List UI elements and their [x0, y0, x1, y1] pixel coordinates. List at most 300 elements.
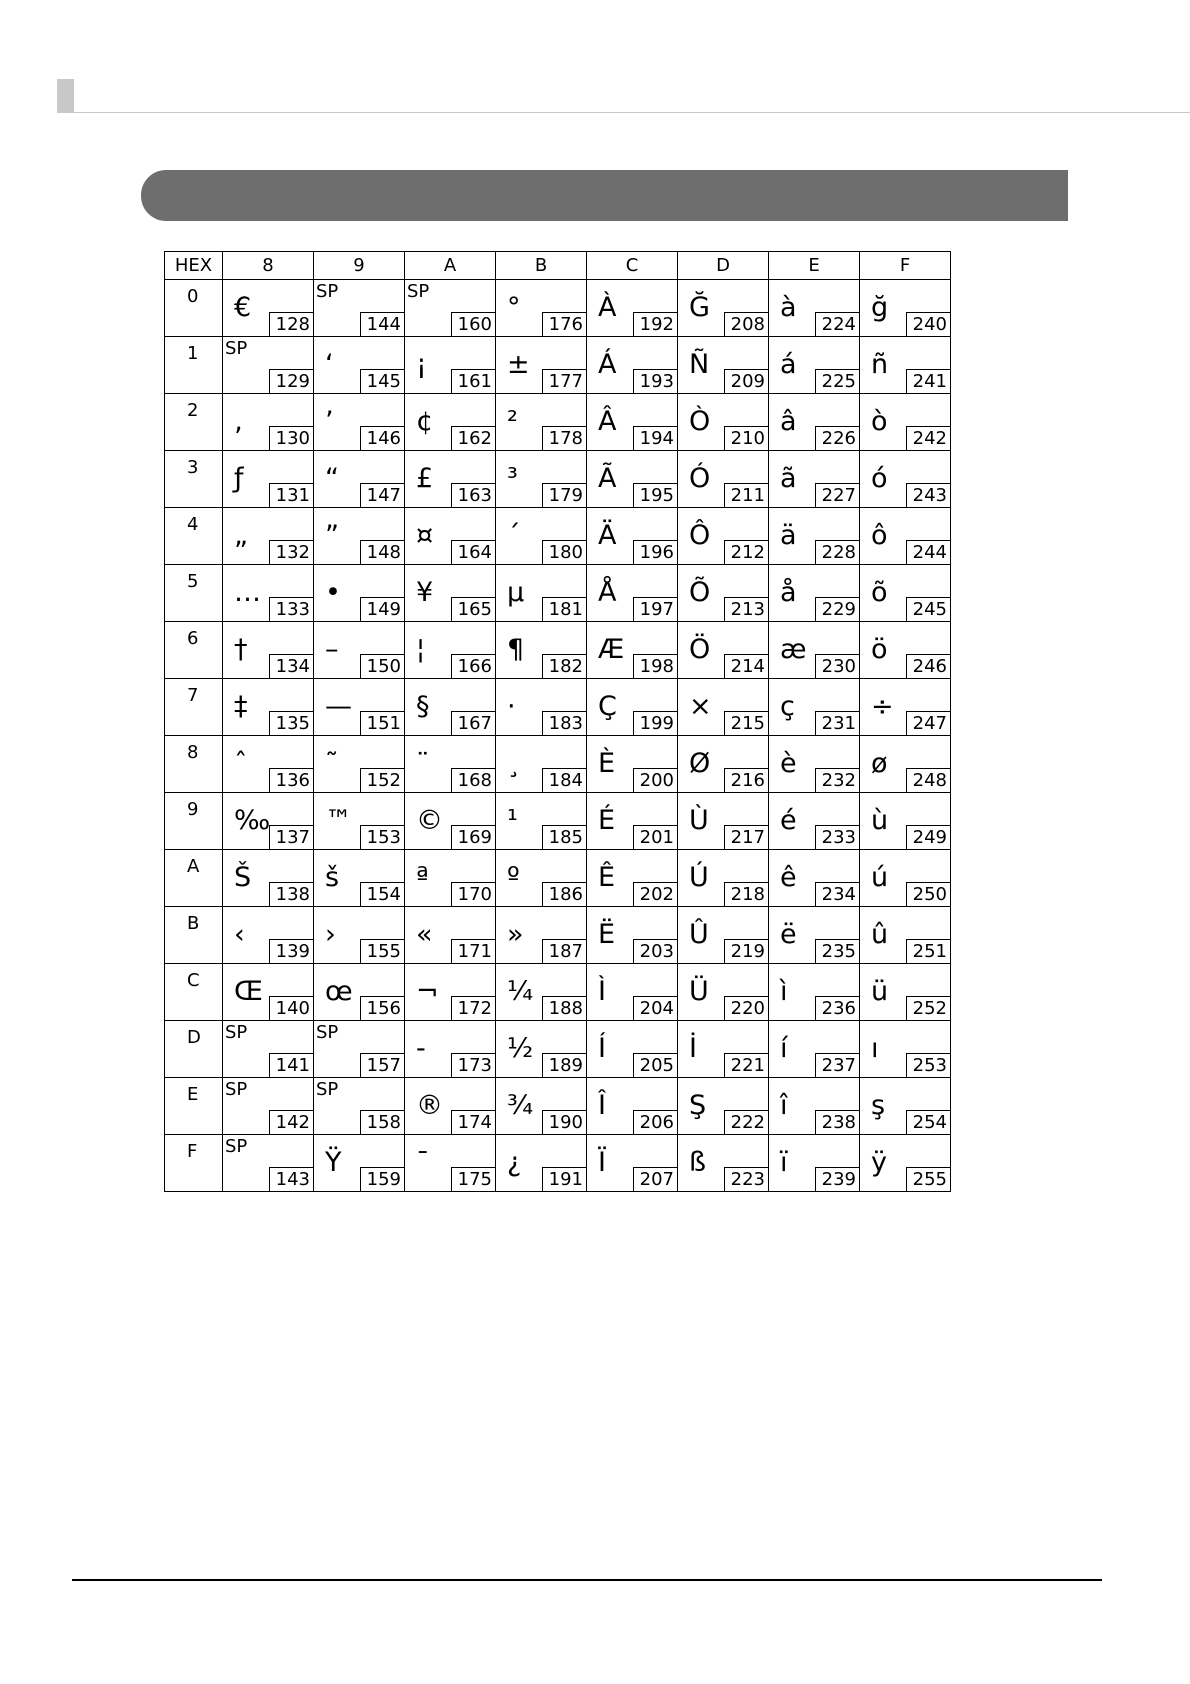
cell-character: Š	[234, 862, 252, 893]
table-row	[165, 565, 951, 622]
table-cell	[678, 736, 769, 793]
row-hex-label	[165, 394, 223, 451]
table-cell	[314, 1135, 405, 1192]
table-cell	[860, 1021, 951, 1078]
footer-rule	[72, 1579, 1102, 1581]
table-cell	[678, 907, 769, 964]
table-row	[165, 280, 951, 337]
cell-character: ‚	[234, 406, 243, 437]
cell-character: ¤	[416, 520, 434, 551]
table-row	[165, 1135, 951, 1192]
cell-character: ¥	[416, 577, 434, 608]
table-cell	[678, 508, 769, 565]
table-cell	[405, 280, 496, 337]
cell-character: ³	[507, 463, 518, 494]
cell-decimal-code: 222	[724, 1110, 768, 1134]
row-hex-label	[165, 736, 223, 793]
cell-decimal-code: 237	[815, 1053, 859, 1077]
cell-character: SP	[225, 1079, 248, 1100]
cell-character: ®	[416, 1090, 443, 1121]
table-cell	[496, 337, 587, 394]
row-hex-label	[165, 1135, 223, 1192]
cell-decimal-code: 211	[724, 483, 768, 507]
table-cell	[496, 850, 587, 907]
cell-character: ¾	[507, 1090, 534, 1121]
cell-decimal-code: 158	[360, 1110, 404, 1134]
cell-decimal-code: 235	[815, 939, 859, 963]
table-cell	[405, 679, 496, 736]
table-cell	[496, 508, 587, 565]
table-row	[165, 1078, 951, 1135]
row-hex-text: 3	[187, 457, 199, 478]
cell-character: ¨	[416, 748, 430, 779]
table-row	[165, 850, 951, 907]
table-row	[165, 793, 951, 850]
cell-character: Â	[598, 406, 617, 437]
cell-character: ™	[325, 805, 352, 836]
row-hex-text: 7	[187, 685, 199, 706]
row-hex-label	[165, 451, 223, 508]
cell-character: ˆ	[234, 748, 248, 779]
cell-character: ô	[871, 520, 888, 551]
table-cell	[587, 907, 678, 964]
cell-character: ¿	[507, 1147, 522, 1178]
column-header: A	[405, 252, 496, 280]
row-hex-text: 4	[187, 514, 199, 535]
cell-character: »	[507, 919, 524, 950]
row-hex-label	[165, 793, 223, 850]
table-cell	[769, 394, 860, 451]
table-cell	[587, 1135, 678, 1192]
table-cell	[496, 964, 587, 1021]
cell-character: «	[416, 919, 433, 950]
column-header: C	[587, 252, 678, 280]
cell-character: SP	[225, 1136, 248, 1157]
cell-character: °	[507, 292, 521, 323]
column-header: 9	[314, 252, 405, 280]
cell-decimal-code: 200	[633, 768, 677, 792]
cell-decimal-code: 168	[451, 768, 495, 792]
cell-character: ã	[780, 463, 797, 494]
table-cell	[496, 1078, 587, 1135]
table-cell	[860, 736, 951, 793]
cell-character: Ñ	[689, 349, 710, 380]
cell-decimal-code: 162	[451, 426, 495, 450]
cell-character: ·	[507, 691, 516, 722]
cell-decimal-code: 234	[815, 882, 859, 906]
table-cell	[769, 793, 860, 850]
table-cell	[587, 337, 678, 394]
cell-character: İ	[689, 1033, 697, 1064]
table-cell	[769, 1021, 860, 1078]
cell-decimal-code: 218	[724, 882, 768, 906]
cell-decimal-code: 136	[269, 768, 313, 792]
table-cell	[678, 451, 769, 508]
table-row	[165, 451, 951, 508]
table-cell	[587, 793, 678, 850]
cell-character: Ç	[598, 691, 617, 722]
cell-decimal-code: 178	[542, 426, 586, 450]
cell-character: ú	[871, 862, 889, 893]
cell-character: ƒ	[234, 463, 244, 494]
cell-character: ‡	[234, 691, 248, 722]
cell-decimal-code: 151	[360, 711, 404, 735]
table-cell	[223, 394, 314, 451]
table-cell	[405, 565, 496, 622]
cell-character: Ä	[598, 520, 617, 551]
cell-character: ê	[780, 862, 797, 893]
table-cell	[223, 850, 314, 907]
table-cell	[678, 679, 769, 736]
cell-character: Œ	[234, 976, 263, 1007]
table-cell	[678, 1135, 769, 1192]
cell-decimal-code: 180	[542, 540, 586, 564]
cell-character: ş	[871, 1090, 886, 1121]
cell-decimal-code: 244	[906, 540, 950, 564]
table-cell	[587, 565, 678, 622]
cell-character: å	[780, 577, 797, 608]
cell-character: ß	[689, 1147, 707, 1178]
character-code-table	[164, 251, 951, 1192]
cell-decimal-code: 228	[815, 540, 859, 564]
table-cell	[314, 907, 405, 964]
cell-decimal-code: 230	[815, 654, 859, 678]
cell-decimal-code: 188	[542, 996, 586, 1020]
table-cell	[587, 964, 678, 1021]
cell-character: á	[780, 349, 797, 380]
column-header: E	[769, 252, 860, 280]
row-hex-text: 6	[187, 628, 199, 649]
cell-character: Õ	[689, 577, 711, 608]
cell-character: –	[325, 634, 339, 665]
cell-decimal-code: 194	[633, 426, 677, 450]
cell-character: ›	[325, 919, 336, 950]
section-title-bar	[141, 170, 1068, 221]
cell-decimal-code: 140	[269, 996, 313, 1020]
cell-decimal-code: 141	[269, 1053, 313, 1077]
cell-decimal-code: 134	[269, 654, 313, 678]
cell-character: •	[325, 577, 341, 608]
cell-character: §	[416, 691, 430, 722]
cell-decimal-code: 153	[360, 825, 404, 849]
table-cell	[860, 508, 951, 565]
table-row	[165, 964, 951, 1021]
cell-character: æ	[780, 634, 807, 665]
cell-character: ÷	[871, 691, 894, 722]
cell-decimal-code: 241	[906, 369, 950, 393]
cell-decimal-code: 190	[542, 1110, 586, 1134]
cell-character: SP	[316, 281, 339, 302]
table-cell	[405, 850, 496, 907]
table-cell	[678, 622, 769, 679]
cell-decimal-code: 215	[724, 711, 768, 735]
cell-decimal-code: 204	[633, 996, 677, 1020]
cell-decimal-code: 132	[269, 540, 313, 564]
cell-decimal-code: 231	[815, 711, 859, 735]
table-cell	[860, 565, 951, 622]
cell-decimal-code: 206	[633, 1110, 677, 1134]
cell-character: Ì	[598, 976, 606, 1007]
cell-decimal-code: 251	[906, 939, 950, 963]
table-cell	[678, 793, 769, 850]
table-cell	[496, 280, 587, 337]
cell-character: Å	[598, 577, 617, 608]
cell-character: ç	[780, 691, 795, 722]
table-cell	[860, 679, 951, 736]
cell-decimal-code: 226	[815, 426, 859, 450]
cell-decimal-code: 177	[542, 369, 586, 393]
table-cell	[405, 451, 496, 508]
cell-character: ¹	[507, 805, 518, 836]
cell-character: Ö	[689, 634, 711, 665]
cell-decimal-code: 156	[360, 996, 404, 1020]
cell-decimal-code: 155	[360, 939, 404, 963]
cell-decimal-code: 182	[542, 654, 586, 678]
table-cell	[860, 337, 951, 394]
table-cell	[587, 280, 678, 337]
table-cell	[314, 850, 405, 907]
cell-decimal-code: 213	[724, 597, 768, 621]
table-row	[165, 508, 951, 565]
cell-character: œ	[325, 976, 353, 1007]
table-cell	[223, 679, 314, 736]
table-cell	[496, 907, 587, 964]
row-hex-text: 2	[187, 400, 199, 421]
table-cell	[678, 1078, 769, 1135]
cell-decimal-code: 166	[451, 654, 495, 678]
cell-decimal-code: 207	[633, 1167, 677, 1191]
table-cell	[769, 679, 860, 736]
cell-decimal-code: 199	[633, 711, 677, 735]
cell-character: Ã	[598, 463, 617, 494]
row-hex-text: E	[187, 1084, 199, 1105]
cell-decimal-code: 191	[542, 1167, 586, 1191]
cell-decimal-code: 174	[451, 1110, 495, 1134]
cell-character: º	[507, 862, 520, 893]
table-cell	[769, 337, 860, 394]
cell-character: Ğ	[689, 292, 710, 323]
table-cell	[405, 394, 496, 451]
cell-character: û	[871, 919, 889, 950]
cell-character: ‘	[325, 349, 334, 380]
table-cell	[587, 679, 678, 736]
table-cell	[223, 736, 314, 793]
cell-decimal-code: 236	[815, 996, 859, 1020]
column-header-row	[165, 252, 951, 280]
table-cell	[587, 622, 678, 679]
table-cell	[223, 508, 314, 565]
cell-decimal-code: 187	[542, 939, 586, 963]
table-cell	[860, 907, 951, 964]
cell-character: …	[234, 577, 261, 608]
row-hex-label	[165, 1078, 223, 1135]
cell-character: Ü	[689, 976, 709, 1007]
cell-character: „	[234, 520, 248, 551]
table-cell	[314, 793, 405, 850]
cell-character: Î	[598, 1090, 606, 1121]
cell-character: ¦	[416, 634, 426, 665]
cell-decimal-code: 152	[360, 768, 404, 792]
table-cell	[860, 622, 951, 679]
cell-character: ‰	[234, 805, 271, 836]
cell-decimal-code: 173	[451, 1053, 495, 1077]
cell-decimal-code: 147	[360, 483, 404, 507]
cell-decimal-code: 250	[906, 882, 950, 906]
cell-decimal-code: 220	[724, 996, 768, 1020]
table-cell	[860, 850, 951, 907]
cell-character: ñ	[871, 349, 889, 380]
cell-character: Û	[689, 919, 709, 950]
table-cell	[496, 622, 587, 679]
cell-character: ½	[507, 1033, 534, 1064]
table-row	[165, 736, 951, 793]
cell-character: ˜	[325, 748, 339, 779]
cell-decimal-code: 138	[269, 882, 313, 906]
cell-decimal-code: 243	[906, 483, 950, 507]
table-cell	[587, 1078, 678, 1135]
cell-decimal-code: 189	[542, 1053, 586, 1077]
table-cell	[405, 1021, 496, 1078]
table-cell	[496, 394, 587, 451]
cell-decimal-code: 223	[724, 1167, 768, 1191]
cell-character: ó	[871, 463, 888, 494]
table-cell	[496, 679, 587, 736]
row-hex-label	[165, 508, 223, 565]
cell-character: ä	[780, 520, 797, 551]
table-cell	[769, 1078, 860, 1135]
row-hex-label	[165, 679, 223, 736]
cell-decimal-code: 129	[269, 369, 313, 393]
cell-character: ²	[507, 406, 518, 437]
cell-character: Ø	[689, 748, 711, 779]
table-cell	[314, 679, 405, 736]
cell-decimal-code: 254	[906, 1110, 950, 1134]
cell-character: Ê	[598, 862, 616, 893]
cell-decimal-code: 139	[269, 939, 313, 963]
row-hex-text: F	[187, 1141, 198, 1162]
table-cell	[314, 622, 405, 679]
column-header: B	[496, 252, 587, 280]
cell-character: €	[234, 292, 252, 323]
table-cell	[769, 280, 860, 337]
table-cell	[223, 793, 314, 850]
cell-character: SP	[407, 281, 430, 302]
cell-decimal-code: 195	[633, 483, 677, 507]
cell-decimal-code: 163	[451, 483, 495, 507]
cell-character: SP	[316, 1079, 339, 1100]
cell-character: ª	[416, 862, 429, 893]
cell-decimal-code: 171	[451, 939, 495, 963]
table-cell	[678, 850, 769, 907]
table-cell	[314, 337, 405, 394]
cell-character: Ÿ	[325, 1147, 342, 1178]
cell-character: ¡	[416, 349, 427, 380]
cell-decimal-code: 160	[451, 312, 495, 336]
table-cell	[405, 964, 496, 1021]
cell-decimal-code: 248	[906, 768, 950, 792]
cell-character: SP	[225, 1022, 248, 1043]
cell-decimal-code: 209	[724, 369, 768, 393]
table-cell	[314, 1021, 405, 1078]
cell-decimal-code: 219	[724, 939, 768, 963]
column-header: 8	[223, 252, 314, 280]
cell-character: Ó	[689, 463, 711, 494]
cell-character: ë	[780, 919, 797, 950]
row-hex-label	[165, 964, 223, 1021]
cell-character: -	[416, 1033, 426, 1064]
row-hex-label	[165, 622, 223, 679]
cell-character: ò	[871, 406, 888, 437]
cell-character: SP	[316, 1022, 339, 1043]
row-hex-label	[165, 1021, 223, 1078]
table-cell	[769, 451, 860, 508]
cell-character: š	[325, 862, 340, 893]
table-cell	[769, 622, 860, 679]
table-cell	[769, 1135, 860, 1192]
table-cell	[769, 508, 860, 565]
cell-character: ±	[507, 349, 530, 380]
cell-character: à	[780, 292, 797, 323]
cell-character: í	[780, 1033, 788, 1064]
cell-decimal-code: 167	[451, 711, 495, 735]
cell-decimal-code: 170	[451, 882, 495, 906]
cell-decimal-code: 146	[360, 426, 404, 450]
cell-decimal-code: 193	[633, 369, 677, 393]
cell-decimal-code: 217	[724, 825, 768, 849]
cell-character: õ	[871, 577, 888, 608]
cell-character: ¼	[507, 976, 534, 1007]
cell-decimal-code: 224	[815, 312, 859, 336]
cell-decimal-code: 221	[724, 1053, 768, 1077]
cell-decimal-code: 145	[360, 369, 404, 393]
cell-decimal-code: 247	[906, 711, 950, 735]
table-cell	[405, 1078, 496, 1135]
table-cell	[587, 451, 678, 508]
cell-decimal-code: 164	[451, 540, 495, 564]
cell-decimal-code: 128	[269, 312, 313, 336]
cell-decimal-code: 161	[451, 369, 495, 393]
cell-character: †	[234, 634, 248, 665]
cell-decimal-code: 202	[633, 882, 677, 906]
cell-decimal-code: 184	[542, 768, 586, 792]
table-cell	[678, 565, 769, 622]
row-hex-label	[165, 850, 223, 907]
cell-decimal-code: 183	[542, 711, 586, 735]
row-hex-text: A	[187, 856, 200, 877]
cell-character: â	[780, 406, 797, 437]
cell-character: Ï	[598, 1147, 606, 1178]
row-hex-text: 1	[187, 343, 199, 364]
cell-character: Ú	[689, 862, 709, 893]
cell-decimal-code: 227	[815, 483, 859, 507]
table-cell	[405, 622, 496, 679]
cell-decimal-code: 181	[542, 597, 586, 621]
table-cell	[678, 337, 769, 394]
cell-decimal-code: 157	[360, 1053, 404, 1077]
cell-decimal-code: 131	[269, 483, 313, 507]
table-cell	[860, 451, 951, 508]
cell-decimal-code: 130	[269, 426, 313, 450]
cell-character: ÿ	[871, 1147, 887, 1178]
cell-character: À	[598, 292, 617, 323]
table-cell	[314, 451, 405, 508]
cell-decimal-code: 232	[815, 768, 859, 792]
table-cell	[496, 1021, 587, 1078]
cell-character: ù	[871, 805, 889, 836]
table-cell	[405, 907, 496, 964]
cell-decimal-code: 143	[269, 1167, 313, 1191]
cell-decimal-code: 203	[633, 939, 677, 963]
